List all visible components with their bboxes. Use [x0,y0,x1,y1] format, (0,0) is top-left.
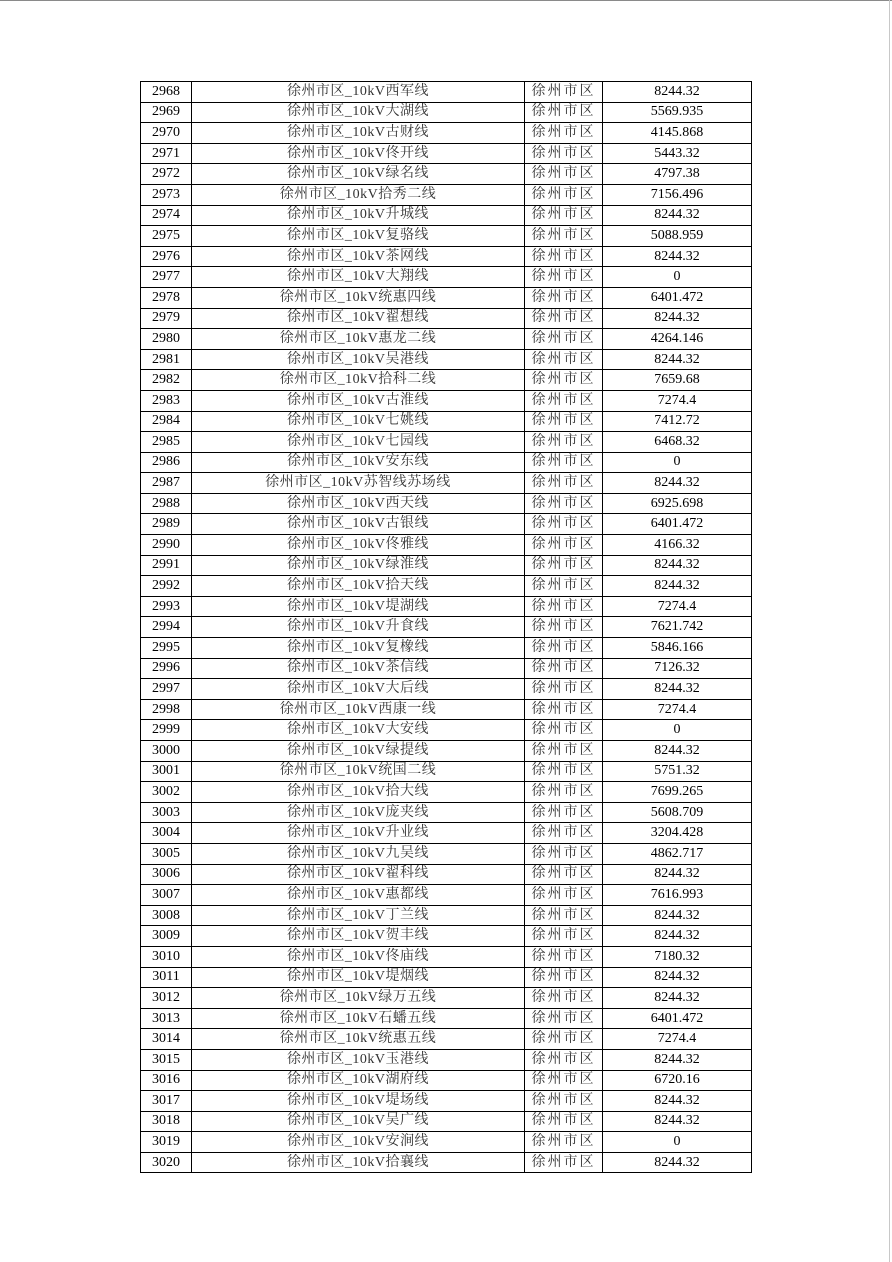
row-id-cell: 3016 [141,1070,192,1091]
value-cell: 7412.72 [603,411,752,432]
area-cell: 徐州市区 [525,432,603,453]
row-id-cell: 2987 [141,473,192,494]
table-row [141,1132,752,1153]
value-cell: 7180.32 [603,946,752,967]
line-name-cell: 徐州市区_10kV堤场线 [192,1091,525,1112]
row-id-cell: 2969 [141,102,192,123]
area-cell: 徐州市区 [525,946,603,967]
area-cell: 徐州市区 [525,143,603,164]
line-name-cell: 徐州市区_10kV丁兰线 [192,905,525,926]
line-name-cell: 徐州市区_10kV吴广线 [192,1111,525,1132]
line-name-cell: 徐州市区_10kV西军线 [192,82,525,103]
area-cell: 徐州市区 [525,102,603,123]
row-id-cell: 2974 [141,205,192,226]
line-name-cell: 徐州市区_10kV大翔线 [192,267,525,288]
value-cell: 7274.4 [603,699,752,720]
table-row [141,1008,752,1029]
area-cell: 徐州市区 [525,1029,603,1050]
value-cell: 7659.68 [603,370,752,391]
table-row [141,411,752,432]
table-row [141,1152,752,1173]
value-cell: 8244.32 [603,349,752,370]
area-cell: 徐州市区 [525,679,603,700]
table-row [141,390,752,411]
area-cell: 徐州市区 [525,493,603,514]
line-name-cell: 徐州市区_10kV拾襄线 [192,1152,525,1173]
line-name-cell: 徐州市区_10kV佟雅线 [192,535,525,556]
row-id-cell: 2978 [141,287,192,308]
area-cell: 徐州市区 [525,452,603,473]
row-id-cell: 3009 [141,926,192,947]
value-cell: 6925.698 [603,493,752,514]
area-cell: 徐州市区 [525,287,603,308]
area-cell: 徐州市区 [525,885,603,906]
area-cell: 徐州市区 [525,205,603,226]
table-row [141,576,752,597]
table-row [141,905,752,926]
row-id-cell: 2986 [141,452,192,473]
row-id-cell: 2997 [141,679,192,700]
row-id-cell: 2976 [141,246,192,267]
area-cell: 徐州市区 [525,514,603,535]
table-row [141,205,752,226]
row-id-cell: 2973 [141,184,192,205]
table-row [141,535,752,556]
line-name-cell: 徐州市区_10kV统惠四线 [192,287,525,308]
value-cell: 8244.32 [603,864,752,885]
value-cell: 0 [603,720,752,741]
row-id-cell: 3003 [141,802,192,823]
value-cell: 5088.959 [603,226,752,247]
table-row [141,1111,752,1132]
table-row [141,514,752,535]
area-cell: 徐州市区 [525,535,603,556]
table-row [141,246,752,267]
table-body [141,82,752,1173]
table-row [141,473,752,494]
table-row [141,1029,752,1050]
row-id-cell: 3018 [141,1111,192,1132]
value-cell: 6401.472 [603,514,752,535]
table-row [141,184,752,205]
line-name-cell: 徐州市区_10kV佟开线 [192,143,525,164]
line-name-cell: 徐州市区_10kV惠龙二线 [192,329,525,350]
value-cell: 8244.32 [603,988,752,1009]
value-cell: 8244.32 [603,967,752,988]
row-id-cell: 2971 [141,143,192,164]
row-id-cell: 2989 [141,514,192,535]
line-name-cell: 徐州市区_10kV古财线 [192,123,525,144]
table-row [141,617,752,638]
value-cell: 5443.32 [603,143,752,164]
value-cell: 4145.868 [603,123,752,144]
row-id-cell: 2990 [141,535,192,556]
line-name-cell: 徐州市区_10kV升城线 [192,205,525,226]
area-cell: 徐州市区 [525,1152,603,1173]
line-name-cell: 徐州市区_10kV安涧线 [192,1132,525,1153]
value-cell: 4166.32 [603,535,752,556]
table-row [141,1070,752,1091]
area-cell: 徐州市区 [525,123,603,144]
table-row [141,946,752,967]
area-cell: 徐州市区 [525,1049,603,1070]
table-row [141,493,752,514]
value-cell: 8244.32 [603,555,752,576]
page-top-border [0,0,892,1]
area-cell: 徐州市区 [525,658,603,679]
table-row [141,967,752,988]
line-name-cell: 徐州市区_10kV九吴线 [192,843,525,864]
table-row [141,123,752,144]
area-cell: 徐州市区 [525,988,603,1009]
table-row [141,1049,752,1070]
value-cell: 6468.32 [603,432,752,453]
table-row [141,143,752,164]
row-id-cell: 2999 [141,720,192,741]
area-cell: 徐州市区 [525,617,603,638]
area-cell: 徐州市区 [525,226,603,247]
line-name-cell: 徐州市区_10kV绿名线 [192,164,525,185]
value-cell: 7156.496 [603,184,752,205]
line-name-cell: 徐州市区_10kV复橡线 [192,638,525,659]
value-cell: 5846.166 [603,638,752,659]
row-id-cell: 2992 [141,576,192,597]
row-id-cell: 2993 [141,596,192,617]
area-cell: 徐州市区 [525,390,603,411]
table-row [141,1091,752,1112]
line-name-cell: 徐州市区_10kV升食线 [192,617,525,638]
row-id-cell: 2981 [141,349,192,370]
area-cell: 徐州市区 [525,1132,603,1153]
area-cell: 徐州市区 [525,782,603,803]
line-name-cell: 徐州市区_10kV翟科线 [192,864,525,885]
row-id-cell: 3020 [141,1152,192,1173]
area-cell: 徐州市区 [525,82,603,103]
table-row [141,102,752,123]
area-cell: 徐州市区 [525,905,603,926]
line-name-cell: 徐州市区_10kV古银线 [192,514,525,535]
value-cell: 8244.32 [603,246,752,267]
value-cell: 4862.717 [603,843,752,864]
line-name-cell: 徐州市区_10kV西天线 [192,493,525,514]
row-id-cell: 2977 [141,267,192,288]
line-name-cell: 徐州市区_10kV复骆线 [192,226,525,247]
line-name-cell: 徐州市区_10kV七姚线 [192,411,525,432]
row-id-cell: 2994 [141,617,192,638]
value-cell: 7274.4 [603,1029,752,1050]
row-id-cell: 3007 [141,885,192,906]
value-cell: 0 [603,452,752,473]
area-cell: 徐州市区 [525,823,603,844]
page-right-border [889,0,890,1262]
line-name-cell: 徐州市区_10kV苏智线苏场线 [192,473,525,494]
row-id-cell: 3000 [141,741,192,762]
table-row [141,679,752,700]
area-cell: 徐州市区 [525,967,603,988]
row-id-cell: 2975 [141,226,192,247]
row-id-cell: 3004 [141,823,192,844]
value-cell: 4797.38 [603,164,752,185]
table-row [141,267,752,288]
line-name-cell: 徐州市区_10kV堤烟线 [192,967,525,988]
row-id-cell: 3010 [141,946,192,967]
line-name-cell: 徐州市区_10kV茶网线 [192,246,525,267]
line-name-cell: 徐州市区_10kV吴港线 [192,349,525,370]
table-row [141,926,752,947]
row-id-cell: 3005 [141,843,192,864]
area-cell: 徐州市区 [525,555,603,576]
line-name-cell: 徐州市区_10kV贺丰线 [192,926,525,947]
line-name-cell: 徐州市区_10kV统惠五线 [192,1029,525,1050]
table-row [141,287,752,308]
table-row [141,761,752,782]
table-row [141,720,752,741]
value-cell: 7274.4 [603,390,752,411]
line-name-cell: 徐州市区_10kV石蟠五线 [192,1008,525,1029]
row-id-cell: 2995 [141,638,192,659]
area-cell: 徐州市区 [525,473,603,494]
value-cell: 6720.16 [603,1070,752,1091]
value-cell: 8244.32 [603,576,752,597]
row-id-cell: 2998 [141,699,192,720]
area-cell: 徐州市区 [525,370,603,391]
value-cell: 7699.265 [603,782,752,803]
value-cell: 5608.709 [603,802,752,823]
table-row [141,226,752,247]
table-row [141,802,752,823]
area-cell: 徐州市区 [525,1111,603,1132]
value-cell: 7621.742 [603,617,752,638]
line-name-cell: 徐州市区_10kV大湖线 [192,102,525,123]
line-name-cell: 徐州市区_10kV庞夹线 [192,802,525,823]
value-cell: 8244.32 [603,1152,752,1173]
line-name-cell: 徐州市区_10kV古淮线 [192,390,525,411]
line-name-cell: 徐州市区_10kV大安线 [192,720,525,741]
table-row [141,329,752,350]
row-id-cell: 2979 [141,308,192,329]
area-cell: 徐州市区 [525,411,603,432]
value-cell: 8244.32 [603,308,752,329]
line-name-cell: 徐州市区_10kV惠都线 [192,885,525,906]
area-cell: 徐州市区 [525,699,603,720]
area-cell: 徐州市区 [525,720,603,741]
area-cell: 徐州市区 [525,308,603,329]
row-id-cell: 2996 [141,658,192,679]
area-cell: 徐州市区 [525,329,603,350]
table-row [141,988,752,1009]
table-row [141,82,752,103]
value-cell: 5569.935 [603,102,752,123]
table-row [141,741,752,762]
area-cell: 徐州市区 [525,1008,603,1029]
row-id-cell: 3002 [141,782,192,803]
line-name-cell: 徐州市区_10kV西康一线 [192,699,525,720]
row-id-cell: 2982 [141,370,192,391]
area-cell: 徐州市区 [525,741,603,762]
table-row [141,782,752,803]
row-id-cell: 3006 [141,864,192,885]
value-cell: 7126.32 [603,658,752,679]
line-name-cell: 徐州市区_10kV升业线 [192,823,525,844]
area-cell: 徐州市区 [525,802,603,823]
table-row [141,308,752,329]
table-row [141,164,752,185]
row-id-cell: 3014 [141,1029,192,1050]
row-id-cell: 3011 [141,967,192,988]
table-row [141,555,752,576]
row-id-cell: 2991 [141,555,192,576]
table-row [141,699,752,720]
table-row [141,596,752,617]
area-cell: 徐州市区 [525,1091,603,1112]
row-id-cell: 3001 [141,761,192,782]
table-row [141,452,752,473]
line-name-cell: 徐州市区_10kV佟庙线 [192,946,525,967]
area-cell: 徐州市区 [525,761,603,782]
row-id-cell: 2983 [141,390,192,411]
area-cell: 徐州市区 [525,596,603,617]
line-name-cell: 徐州市区_10kV堤湖线 [192,596,525,617]
table-row [141,843,752,864]
table-row [141,658,752,679]
line-name-cell: 徐州市区_10kV拾科二线 [192,370,525,391]
area-cell: 徐州市区 [525,576,603,597]
value-cell: 0 [603,267,752,288]
table-row [141,370,752,391]
table-row [141,638,752,659]
line-name-cell: 徐州市区_10kV绿淮线 [192,555,525,576]
value-cell: 8244.32 [603,1111,752,1132]
value-cell: 8244.32 [603,926,752,947]
line-name-cell: 徐州市区_10kV拾秀二线 [192,184,525,205]
line-name-cell: 徐州市区_10kV玉港线 [192,1049,525,1070]
row-id-cell: 2972 [141,164,192,185]
area-cell: 徐州市区 [525,267,603,288]
row-id-cell: 2968 [141,82,192,103]
value-cell: 5751.32 [603,761,752,782]
area-cell: 徐州市区 [525,184,603,205]
area-cell: 徐州市区 [525,349,603,370]
row-id-cell: 3012 [141,988,192,1009]
area-cell: 徐州市区 [525,843,603,864]
table-row [141,349,752,370]
line-name-cell: 徐州市区_10kV统国二线 [192,761,525,782]
value-cell: 8244.32 [603,1049,752,1070]
data-table [140,81,752,1173]
area-cell: 徐州市区 [525,1070,603,1091]
value-cell: 4264.146 [603,329,752,350]
row-id-cell: 2970 [141,123,192,144]
line-name-cell: 徐州市区_10kV安东线 [192,452,525,473]
table-row [141,432,752,453]
line-name-cell: 徐州市区_10kV茶信线 [192,658,525,679]
line-name-cell: 徐州市区_10kV翟想线 [192,308,525,329]
line-name-cell: 徐州市区_10kV七园线 [192,432,525,453]
row-id-cell: 3017 [141,1091,192,1112]
row-id-cell: 2988 [141,493,192,514]
value-cell: 6401.472 [603,1008,752,1029]
line-name-cell: 徐州市区_10kV拾大线 [192,782,525,803]
row-id-cell: 3015 [141,1049,192,1070]
value-cell: 8244.32 [603,205,752,226]
table-row [141,823,752,844]
value-cell: 6401.472 [603,287,752,308]
row-id-cell: 2984 [141,411,192,432]
line-name-cell: 徐州市区_10kV拾天线 [192,576,525,597]
row-id-cell: 3019 [141,1132,192,1153]
row-id-cell: 2980 [141,329,192,350]
line-name-cell: 徐州市区_10kV绿万五线 [192,988,525,1009]
row-id-cell: 3008 [141,905,192,926]
line-name-cell: 徐州市区_10kV绿提线 [192,741,525,762]
value-cell: 3204.428 [603,823,752,844]
line-name-cell: 徐州市区_10kV大后线 [192,679,525,700]
row-id-cell: 2985 [141,432,192,453]
table-row [141,864,752,885]
value-cell: 8244.32 [603,905,752,926]
value-cell: 7616.993 [603,885,752,906]
row-id-cell: 3013 [141,1008,192,1029]
area-cell: 徐州市区 [525,926,603,947]
area-cell: 徐州市区 [525,638,603,659]
value-cell: 0 [603,1132,752,1153]
value-cell: 7274.4 [603,596,752,617]
area-cell: 徐州市区 [525,164,603,185]
value-cell: 8244.32 [603,679,752,700]
table-row [141,885,752,906]
area-cell: 徐州市区 [525,864,603,885]
area-cell: 徐州市区 [525,246,603,267]
value-cell: 8244.32 [603,473,752,494]
value-cell: 8244.32 [603,82,752,103]
value-cell: 8244.32 [603,1091,752,1112]
value-cell: 8244.32 [603,741,752,762]
line-name-cell: 徐州市区_10kV湖府线 [192,1070,525,1091]
